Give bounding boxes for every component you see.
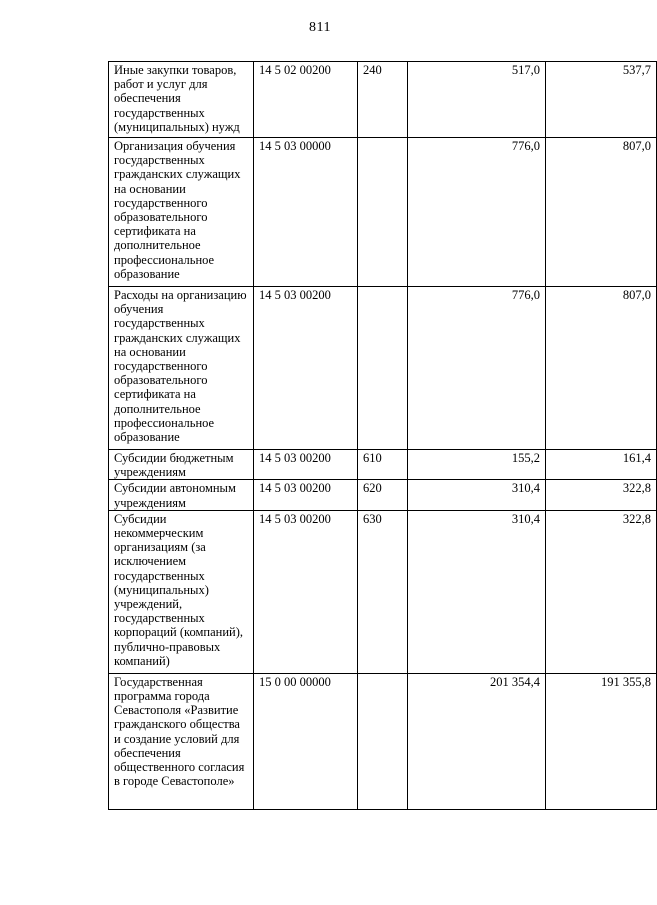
row-value-1-cell: 310,4 <box>408 510 546 673</box>
row-value-2-cell: 807,0 <box>546 138 657 287</box>
row-expense-type-cell <box>358 287 408 450</box>
row-code-cell: 14 5 03 00200 <box>254 510 358 673</box>
row-code-cell: 14 5 03 00000 <box>254 138 358 287</box>
row-code-cell: 14 5 02 00200 <box>254 62 358 138</box>
row-value-1-cell: 155,2 <box>408 450 546 480</box>
row-name-cell: Государственная программа города Севастополя «Развитие гражданского общества и создание условий для обеспечения общественного согласия в городе Севастополе» <box>109 673 254 809</box>
row-name-cell: Субсидии некоммерческим организациям (за исключением государственных (муниципальных) учреждений, государственных корпораций (компаний), публично-правовых компаний) <box>109 510 254 673</box>
table-row <box>109 138 657 287</box>
row-expense-type-cell <box>358 673 408 809</box>
row-value-2-cell: 322,8 <box>546 480 657 510</box>
row-value-2-cell: 807,0 <box>546 287 657 450</box>
row-expense-type-cell <box>358 138 408 287</box>
row-value-2-cell: 322,8 <box>546 510 657 673</box>
row-code-cell: 14 5 03 00200 <box>254 480 358 510</box>
page-number: 811 <box>309 20 331 35</box>
table-row <box>109 450 657 480</box>
row-code-cell: 14 5 03 00200 <box>254 287 358 450</box>
row-value-2-cell: 191 355,8 <box>546 673 657 809</box>
row-value-1-cell: 517,0 <box>408 62 546 138</box>
row-code-cell: 15 0 00 00000 <box>254 673 358 809</box>
table-row <box>109 673 657 809</box>
row-name-cell: Иные закупки товаров, работ и услуг для обеспечения государственных (муниципальных) нужд <box>109 62 254 138</box>
row-value-1-cell: 201 354,4 <box>408 673 546 809</box>
row-name-cell: Расходы на организацию обучения государственных гражданских служащих на основании государственного образовательного сертификата на дополнительное профессиональное образование <box>109 287 254 450</box>
row-expense-type-cell: 240 <box>358 62 408 138</box>
row-name-cell: Организация обучения государственных гражданских служащих на основании государственного образовательного сертификата на дополнительное профессиональное образование <box>109 138 254 287</box>
table-row <box>109 287 657 450</box>
row-name-cell: Субсидии бюджетным учреждениям <box>109 450 254 480</box>
table-row <box>109 62 657 138</box>
row-value-1-cell: 776,0 <box>408 138 546 287</box>
budget-table <box>108 61 657 810</box>
row-expense-type-cell: 610 <box>358 450 408 480</box>
table-row <box>109 480 657 510</box>
row-name-cell: Субсидии автономным учреждениям <box>109 480 254 510</box>
table-row <box>109 510 657 673</box>
row-value-2-cell: 537,7 <box>546 62 657 138</box>
row-expense-type-cell: 630 <box>358 510 408 673</box>
row-value-2-cell: 161,4 <box>546 450 657 480</box>
row-expense-type-cell: 620 <box>358 480 408 510</box>
row-code-cell: 14 5 03 00200 <box>254 450 358 480</box>
row-value-1-cell: 776,0 <box>408 287 546 450</box>
row-value-1-cell: 310,4 <box>408 480 546 510</box>
